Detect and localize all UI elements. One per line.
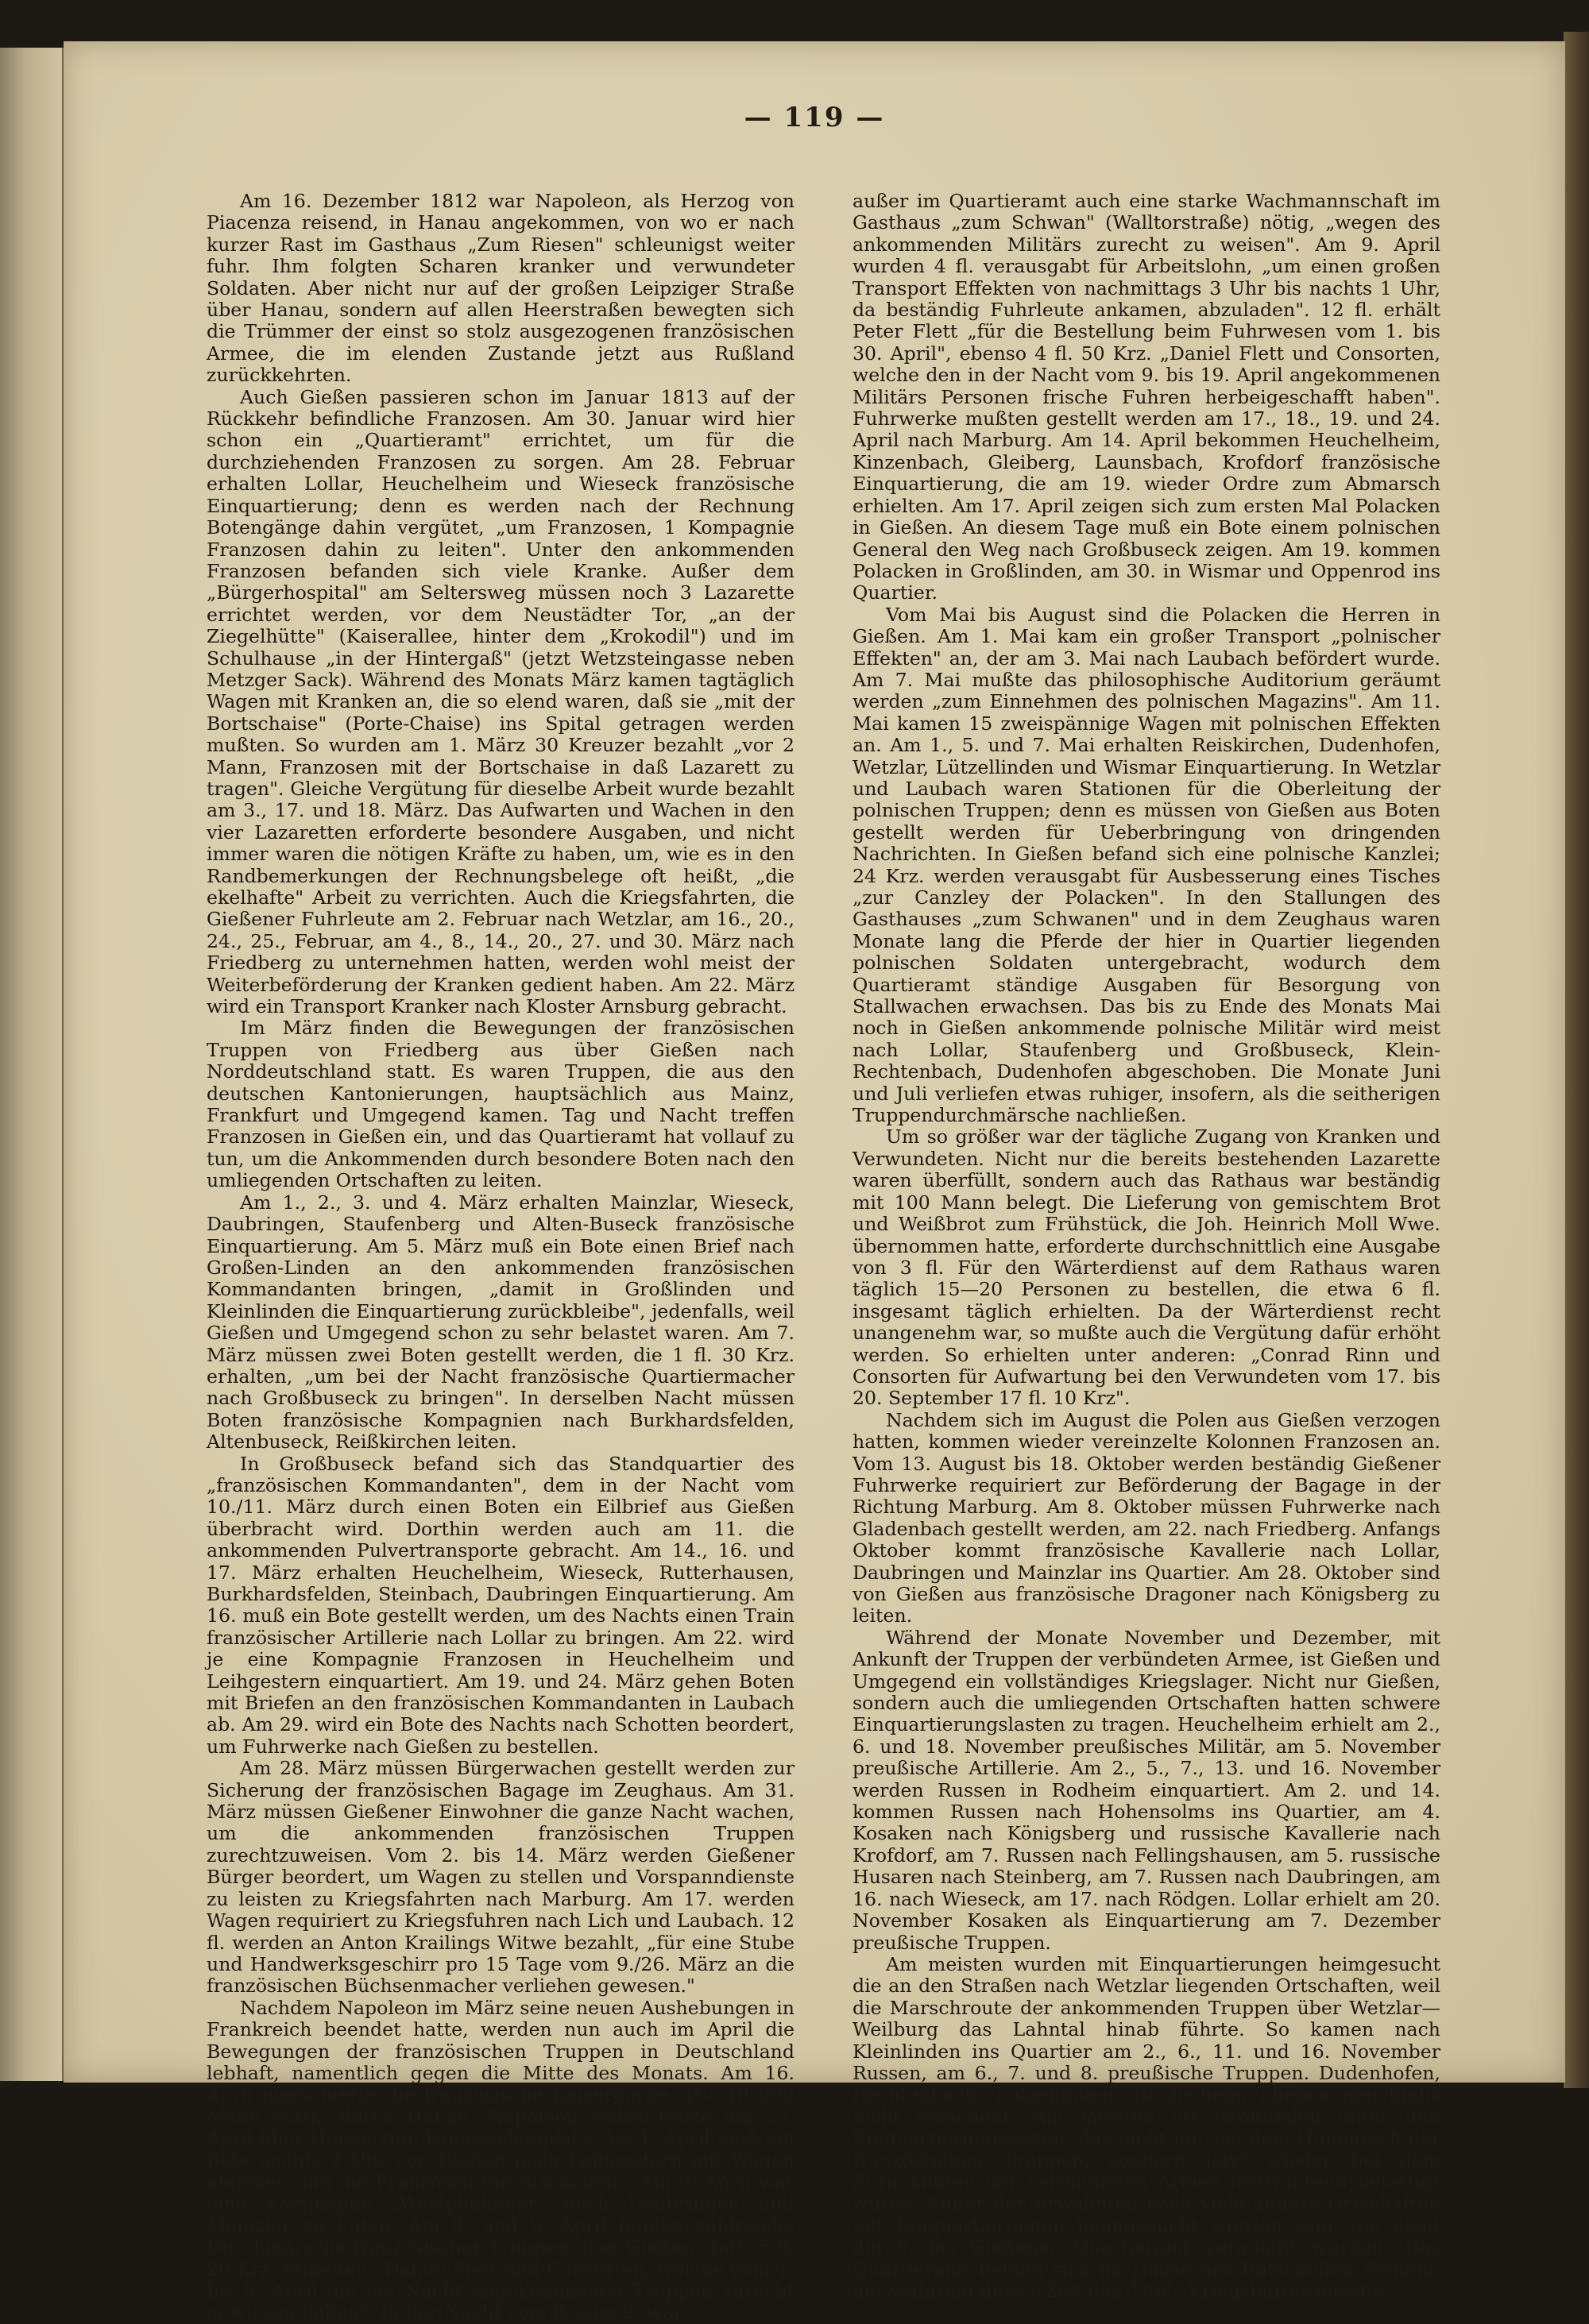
paragraph: Am meisten wurden mit Einquartierungen heimgesucht die an den Straßen nach Wetzlar liegenden Ortschaften, weil die Marschroute der ankommenden Truppen über Wetzlar—Weilburg das Lahntal hinab führte. So kamen nach Kleinlinden ins Quartier am 2., 6., 11. und 16. November Russen, am 6., 7. und 8. preußische Truppen. Dudenhofen, Rechtenbach, Lützellinden, Hochelheim blieben gleichfalls nicht verschont. Am meisten litt Großlinden unter den Einquartierungslasten, das nicht nur bei dem Hinmarsch der französischen Truppen, sondern jetzt wieder bei dem Zurückfluten der verbündeten Armee fortwährend belästigt wurde. Außer den erwähnten noch viele andere Ortschaften mit Einquartierungen heimgesucht worden sein, die nicht durch das Gießener Quartieramt veranlaßt wurden. Das Quartieramt befand sich im Hause des Ratschöffen Schmid, der während dieser Zeit den Titel „Kriegsbürgermeister" bbox=[852, 1952, 1440, 2302]
paragraph: Auch Gießen passieren schon im Januar 1813 auf der Rückkehr befindliche Franzosen. Am 30. Januar wird hier schon ein „Quartieramt" errichtet, um für die durchziehenden Franzosen zu sorgen. Am 28. Februar erhalten Lollar, Heuchelheim und Wieseck französische Einquartierung; denn es werden nach der Rechnung Botengänge dahin vergütet, „um Franzosen, 1 Kompagnie Franzosen dahin zu leiten". Unter den ankommenden Franzosen befanden sich viele Kranke. Außer dem „Bürgerhospital" am Seltersweg müssen noch 3 Lazarette errichtet werden, vor dem Neustädter Tor, „an der Ziegelhütte" (Kaiserallee, hinter dem „Krokodil") und im Schulhause „in der Hintergaß" (jetzt Wetzsteingasse neben Metzger Sack). Während des Monats März kamen tagtäglich Wagen mit Kranken an, die so elend waren, daß sie „mit der Bortschaise" (Porte-Chaise) ins Spital getragen werden mußten. So wurden am 1. März 30 Kreuzer bezahlt „vor 2 Mann, Franzosen mit der Bortschaise in daß Lazarett zu tragen". Gleiche Vergütung für dieselbe Arbeit wurde bezahlt am 3., 17. und 18. März. Das Aufwarten und Wachen in den vier Lazaretten erforderte besondere Ausgaben, und nicht immer waren die nötigen Kräfte zu haben, um, wie es in den Randbemerkungen der Rechnungsbelege oft heißt, „die ekelhafte" Arbeit zu verrichten. Auch die Kriegsfahrten, die Gießener Fuhrleute am 2. Februar nach Wetzlar, am 16., 20., 24., 25., Februar, am 4., 8., 14., 20., 27. und 30. März nach Friedberg zu unternehmen hatten, werden wohl meist der Weiterbeförderung der Kranken gedient haben. Am 22. März wird ein Transport Kranker nach Kloster Arnsburg gebracht. bbox=[207, 385, 794, 1018]
paragraph: Nachdem sich im August die Polen aus Gießen verzogen hatten, kommen wieder vereinzelte Kolonnen Franzosen an. Vom 13. August bis 18. Oktober werden beständig Gießener Fuhrwerke requiriert zur Beförderung der Bagage in der Richtung Marburg. Am 8. Oktober müssen Fuhrwerke nach Gladenbach gestellt werden, am 22. nach Friedberg. Anfangs Oktober kommt französische Kavallerie nach Lollar, Daubringen und Mainzlar ins Quartier. Am 28. Oktober sind von Gießen aus französische Dragoner nach Königsberg zu leiten. bbox=[852, 1408, 1440, 1627]
right-column bbox=[852, 191, 1440, 2302]
paragraph: Vom Mai bis August sind die Polacken die Herren in Gießen. Am 1. Mai kam ein großer Transport „polnischer Effekten" an, der am 3. Mai nach Laubach befördert wurde. Am 7. Mai mußte das philosophische Auditorium geräumt werden „zum Einnehmen des polnischen Magazins". Am 11. Mai kamen 15 zweispännige Wagen mit polnischen Effekten an. Am 1., 5. und 7. Mai erhalten Reiskirchen, Dudenhofen, Wetzlar, Lützellinden und Wismar Einquartierung. In Wetzlar und Laubach waren Stationen für die Oberleitung der polnischen Truppen; denn es müssen von Gießen aus Boten gestellt werden für Ueberbringung von dringenden Nachrichten. In Gießen befand sich eine polnische Kanzlei; 24 Krz. werden verausgabt für Ausbesserung eines Tisches „zur Canzley der Polacken". In den Stallungen des Gasthauses „zum Schwanen" und in dem Zeughaus waren Monate lang die Pferde der hier in Quartier liegenden polnischen Soldaten untergebracht, wodurch dem Quartieramt ständige Ausgaben für Besorgung von Stallwachen erwachsen. Das bis zu Ende des Monats Mai noch in Gießen ankommende polnische Militär wird meist nach Lollar, Staufenberg und Großbuseck, Klein-Rechtenbach, Dudenhofen abgeschoben. Die Monate Juni und Juli verliefen etwas ruhiger, insofern, als die seitherigen Truppendurchmärsche nachließen. bbox=[852, 603, 1440, 1127]
paragraph: Während der Monate November und Dezember, mit Ankunft der Truppen der verbündeten Armee, ist Gießen und Umgegend ein vollständiges Kriegslager. Nicht nur Gießen, sondern auch die umliegenden Ortschaften hatten schwere Einquartierungslasten zu tragen. Heuchelheim erhielt am 2., 6. und 18. November preußisches Militär, am 5. November preußische Artillerie. Am 2., 5., 7., 13. und 16. November werden Russen in Rodheim einquartiert. Am 2. und 14. kommen Russen nach Hohensolms ins Quartier, am 4. Kosaken nach Königsberg und russische Kavallerie nach Krofdorf, am 7. Russen nach Fellingshausen, am 5. russische Husaren nach Steinberg, am 7. Russen nach Daubringen, am 16. nach Wieseck, am 17. nach Rödgen. Lollar erhielt am 20. November Kosaken als Einquartierung am 7. Dezember preußische Truppen. bbox=[852, 1626, 1440, 1954]
paragraph: Im März finden die Bewegungen der französischen Truppen von Friedberg aus über Gießen nach Norddeutschland statt. Es waren Truppen, die aus den deutschen Kantonierungen, hauptsächlich aus Mainz, Frankfurt und Umgegend kamen. Tag und Nacht treffen Franzosen in Gießen ein, und das Quartieramt hat vollauf zu tun, um die Ankommenden durch besondere Boten nach den umliegenden Ortschaften zu leiten. bbox=[207, 1017, 794, 1192]
document-page bbox=[64, 41, 1565, 2324]
page-number: — 119 — bbox=[744, 102, 885, 133]
paragraph: außer im Quartieramt auch eine starke Wachmannschaft im Gasthaus „zum Schwan" (Walltorstraße) nötig, „wegen des ankommenden Militärs zurecht zu weisen". Am 9. April wurden 4 fl. verausgabt für Arbeitslohn, „um einen großen Transport Effekten von nachmittags 3 Uhr bis nachts 1 Uhr, da beständig Fuhrleute ankamen, abzuladen". 12 fl. erhält Peter Flett „für die Bestellung beim Fuhrwesen vom 1. bis 30. April", ebenso 4 fl. 50 Krz. „Daniel Flett und Consorten, welche den in der Nacht vom 9. bis 19. April angekommenen Militärs Personen frische Fuhren herbeigeschafft haben". Fuhrwerke mußten gestellt werden am 17., 18., 19. und 24. April nach Marburg. Am 14. April bekommen Heuchelheim, Kinzenbach, Gleiberg, Launsbach, Krofdorf französische Einquartierung, die am 19. wieder Ordre zum Abmarsch erhielten. Am 17. April zeigen sich zum ersten Mal Polacken in Gießen. An diesem Tage muß ein Bote einem polnischen General den Weg nach Großbuseck zeigen. Am 19. kommen Polacken in Großlinden, am 30. in Wismar und Oppenrod ins Quartier. bbox=[852, 190, 1440, 604]
left-column bbox=[207, 191, 794, 2324]
paragraph: Am 16. Dezember 1812 war Napoleon, als Herzog von Piacenza reisend, in Hanau angekommen, von wo er nach kurzer Rast im Gasthaus „Zum Riesen" schleunigst weiter fuhr. Ihm folgten Scharen kranker und verwundeter Soldaten. Aber nicht nur auf der großen Leipziger Straße über Hanau, sondern auf allen Heerstraßen bewegten sich die Trümmer der einst so stolz ausgezogenen französischen Armee, die im elenden Zustande jetzt aus Rußland zurückkehrten. bbox=[207, 190, 794, 387]
paragraph: In Großbuseck befand sich das Standquartier des „französischen Kommandanten", dem in der Nacht vom 10./11. März durch einen Boten ein Eilbrief aus Gießen überbracht wird. Dorthin werden auch am 11. die ankommenden Pulvertransporte gebracht. Am 14., 16. und 17. März erhalten Heuchelheim, Wieseck, Rutterhausen, Burkhardsfelden, Steinbach, Daubringen Einquartierung. Am 16. muß ein Bote gestellt werden, um des Nachts einen Train französischer Artillerie nach Lollar zu bringen. Am 22. wird je eine Kompagnie Franzosen in Heuchelheim und Leihgestern einquartiert. Am 19. und 24. März gehen Boten mit Briefen an den französischen Kommandanten in Laubach ab. Am 29. wird ein Bote des Nachts nach Schotten beordert, um Fuhrwerke nach Gießen zu bestellen. bbox=[207, 1452, 794, 1758]
paragraph: Am 28. März müssen Bürgerwachen gestellt werden zur Sicherung der französischen Bagage im Zeughaus. Am 31. März müssen Gießener Einwohner die ganze Nacht wachen, um die ankommenden französischen Truppen zurechtzuweisen. Vom 2. bis 14. März werden Gießener Bürger beordert, um Wagen zu stellen und Vorspanndienste zu leisten zu Kriegsfahrten nach Marburg. Am 17. werden Wagen requiriert zu Kriegsfuhren nach Lich und Laubach. 12 fl. werden an Anton Krailings Witwe bezahlt, „für eine Stube und Handwerksgeschirr pro 15 Tage vom 9./26. März an die französischen Büchsenmacher verliehen gewesen." bbox=[207, 1757, 794, 1998]
previous-page-edge bbox=[0, 48, 64, 2081]
paragraph: Am 1., 2., 3. und 4. März erhalten Mainzlar, Wieseck, Daubringen, Staufenberg und Alten-Buseck französische Einquartierung. Am 5. März muß ein Bote einen Brief nach Großen-Linden an den ankommenden französischen Kommandanten bringen, „damit in Großlinden und Kleinlinden die Einquartierung zurückbleibe", jedenfalls, weil Gießen und Umgegend schon zu sehr belastet waren. Am 7. März müssen zwei Boten gestellt werden, die 1 fl. 30 Krz. erhalten, „um bei der Nacht französische Quartiermacher nach Großbuseck zu bringen". In derselben Nacht müssen Boten französische Kompagnien nach Burkhardsfelden, Altenbuseck, Reißkirchen leiten. bbox=[207, 1191, 794, 1453]
paragraph: Um so größer war der tägliche Zugang von Kranken und Verwundeten. Nicht nur die bereits bestehenden Lazarette waren überfüllt, sondern auch das Rathaus war beständig mit 100 Mann belegt. Die Lieferung von gemischtem Brot und Weißbrot zum Frühstück, die Joh. Heinrich Moll Wwe. übernommen hatte, erforderte durchschnittlich eine Ausgabe von 3 fl. Für den Wärterdienst auf dem Rathaus waren täglich 15—20 Personen zu bestellen, die etwa 6 fl. insgesamt täglich erhielten. Da der Wärterdienst recht unangenehm war, so mußte auch die Vergütung dafür erhöht werden. So erhielten unter anderen: „Conrad Rinn und Consorten für Aufwartung bei den Verwundeten vom 17. bis 20. September 17 fl. 10 Krz". bbox=[852, 1125, 1440, 1410]
paragraph: Nachdem Napoleon im März seine neuen Aushebungen in Frankreich beendet hatte, werden nun auch im April die Bewegungen der französischen Truppen in Deutschland lebhaft, namentlich gegen die Mitte des Monats. Am 16. April marschierte die französische Kaisergarde, 16—18 000 Mann stark, durch Hanau. Napoleon selbst reiste am 25. April über Hanau zum Kriegsschauplatz. Am 1. April muß ein Bote nachts 2 Uhr von Gießen nach Leihgestern mit Wagen abgehen, um die Franzosen fortzuschaffen". Am 9. April war eine Kompagnie „Westphälinger" nach Daubringen und Mainzlar zu leiten. Am 8. und 9. April fanden zahlreiche Durchmärsche französischer Truppen über Gießen statt. 5 fl. 20 Krz. erhielten „Daniel Flett und Consorten, welche vom 1. bis 8. April die bei Nacht angekommenen Truppen zurecht gewiesen haben". In der Nacht vom 8. zum 9. war bbox=[207, 1996, 794, 2324]
book-binding-edge bbox=[1564, 32, 1589, 2088]
